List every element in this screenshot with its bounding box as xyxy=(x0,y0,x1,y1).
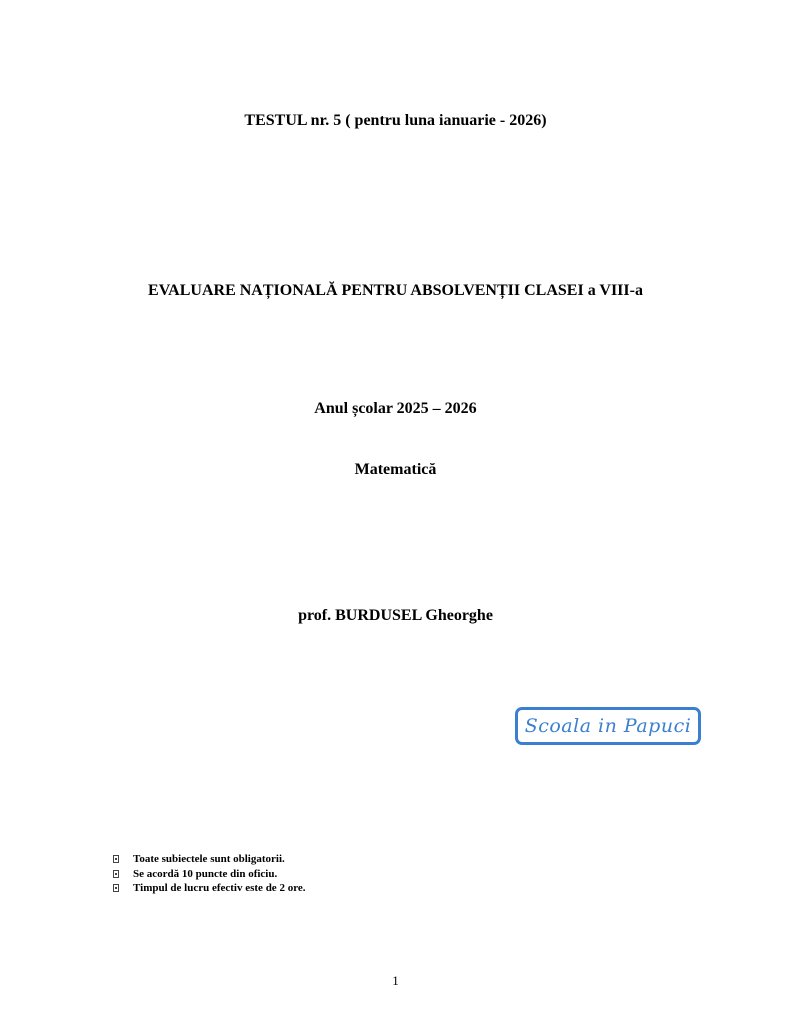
list-item xyxy=(113,881,306,896)
scoala-in-papuci-logo xyxy=(515,707,701,745)
exam-heading: EVALUARE NAȚIONALĂ PENTRU ABSOLVENȚII CLASEI a VIII-a xyxy=(148,282,643,299)
bullet-icon xyxy=(113,870,119,878)
list-item xyxy=(113,852,306,867)
note-text: Toate subiectele sunt obligatorii. xyxy=(133,853,285,866)
bullet-icon xyxy=(113,884,119,892)
subject-title: Matematică xyxy=(354,461,437,478)
test-title: TESTUL nr. 5 ( pentru luna ianuarie - 2026) xyxy=(244,112,547,129)
page-number: 1 xyxy=(392,973,399,988)
author-name: prof. BURDUSEL Gheorghe xyxy=(298,607,493,624)
instructions-list xyxy=(113,852,306,896)
school-year: Anul școlar 2025 – 2026 xyxy=(314,400,477,417)
logo-text: Scoala in Papuci xyxy=(524,715,692,737)
note-text: Timpul de lucru efectiv este de 2 ore. xyxy=(133,882,306,895)
list-item xyxy=(113,867,306,882)
bullet-icon xyxy=(113,855,119,863)
note-text: Se acordă 10 puncte din oficiu. xyxy=(133,867,278,880)
